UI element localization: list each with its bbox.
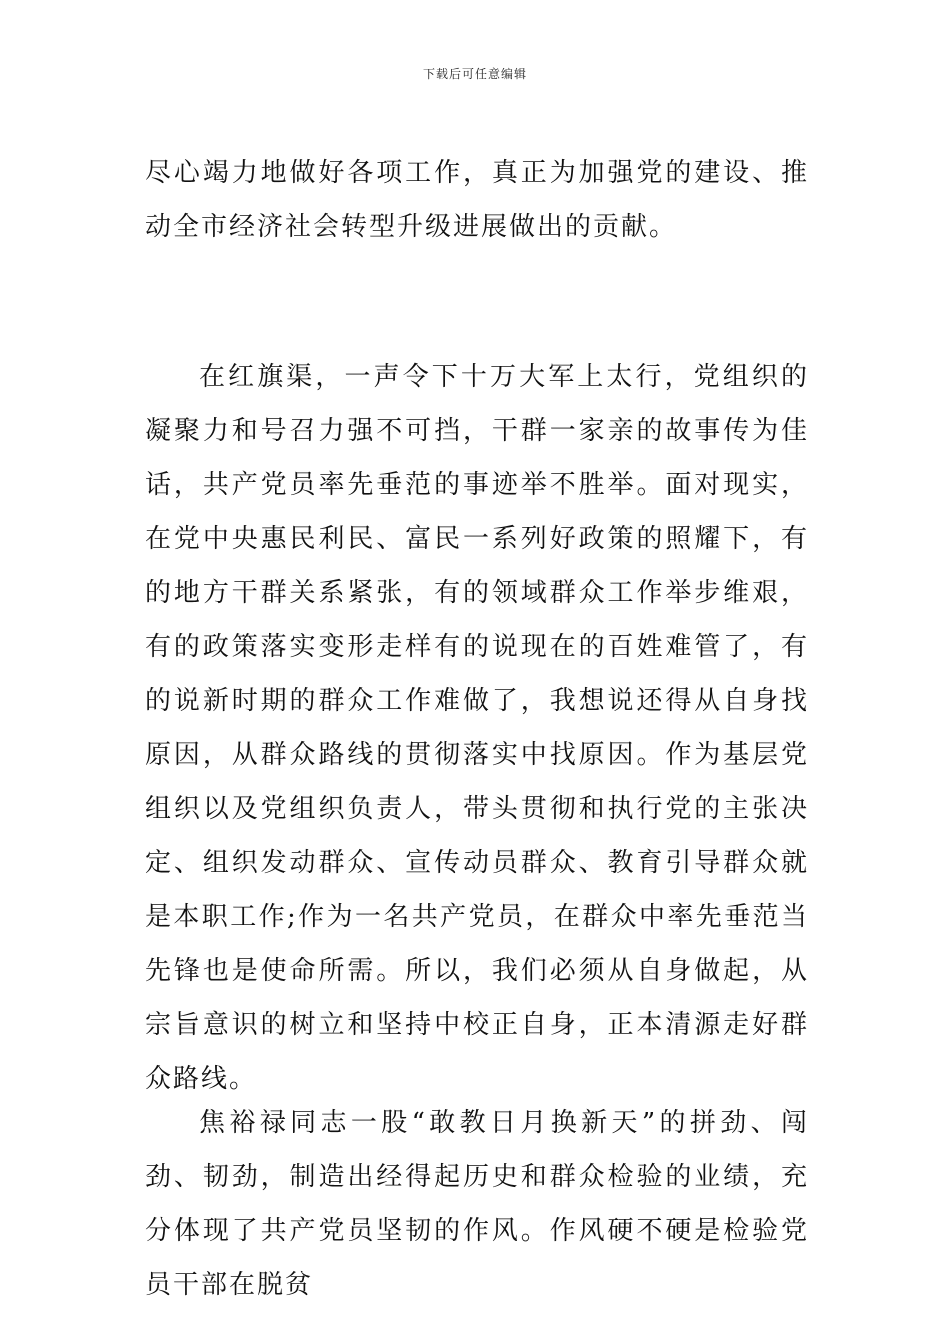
paragraph-3: 焦裕禄同志一股“敢教日月换新天”的拼劲、闯劲、韧劲，制造出经得起历史和群众检验的业绩，充分体现了共产党员坚韧的作风。作风硬不硬是检验党员干部在脱贫	[145, 1108, 809, 1300]
header-note: 下载后可任意编辑	[422, 67, 527, 81]
paragraph-2: 在红旗渠，一声令下十万大军上太行，党组织的凝聚力和号召力强不可挡，干群一家亲的故事传为佳话，共产党员率先垂范的事迹举不胜举。面对现实，在党中央惠民利民、富民一系列好政策的照耀下，有的地方干群关系紧张，有的领域群众工作举步维艰，有的政策落实变形走样有的说现在的百姓难管了，有的说新时期的群众工作难做了，我想说还得从自身找原因，从群众路线的贯彻落实中找原因。作为基层党组织以及党组织负责人，带头贯彻和执行党的主张决定、组织发动群众、宣传动员群众、教育引导群众就是本职工作;作为一名共产党员，在群众中率先垂范当先锋也是使命所需。所以，我们必须从自身做起，从宗旨意识的树立和坚持中校正自身，正本清源走好群众路线。	[145, 362, 809, 1094]
paragraph-1: 尽心竭力地做好各项工作，真正为加强党的建设、推动全市经济社会转型升级进展做出的贡献。	[145, 158, 809, 242]
